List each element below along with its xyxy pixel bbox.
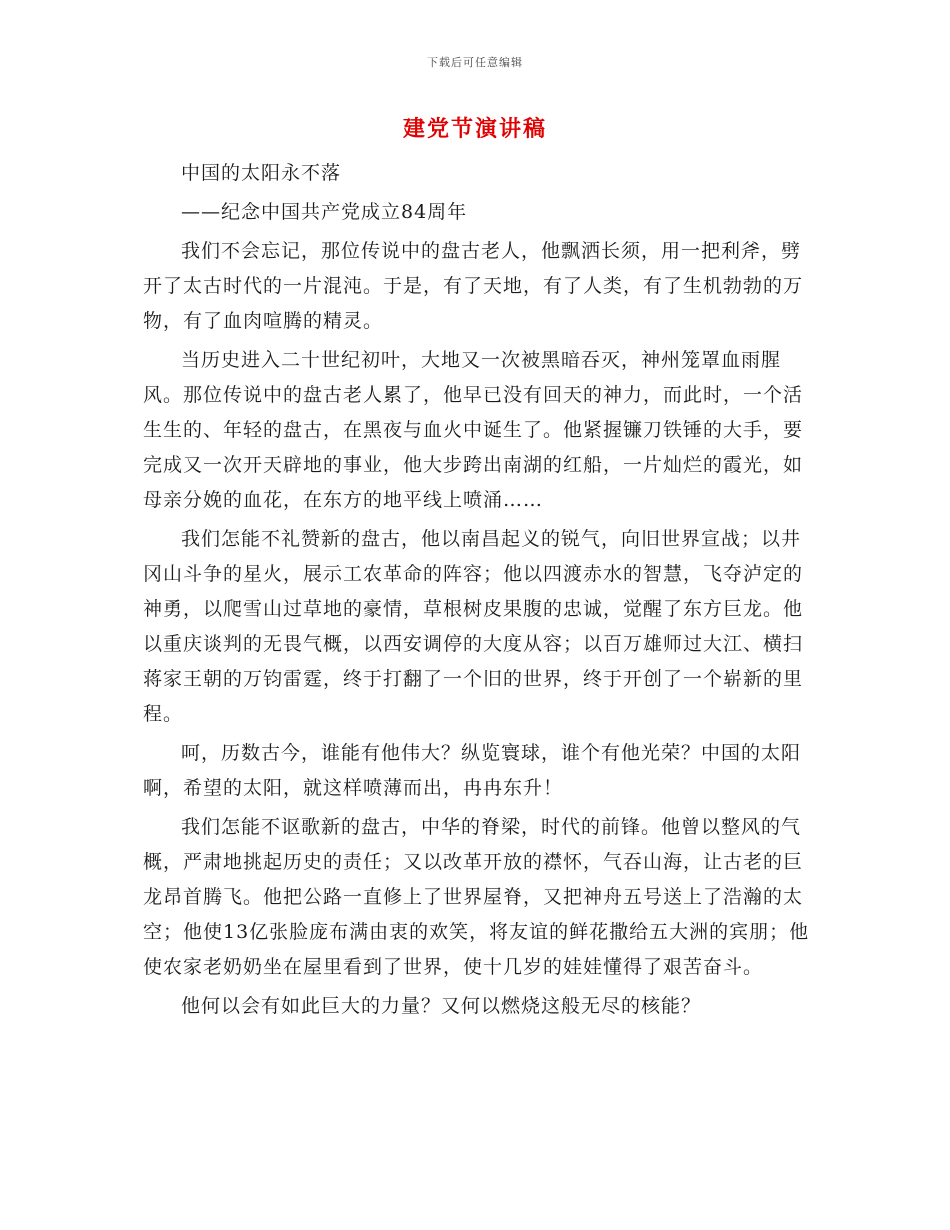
speech-subheading: ——纪念中国共产党成立84周年 (181, 201, 468, 223)
paragraph-2: 当历史进入二十世纪初叶，大地又一次被黑暗吞灭，神州笼罩血雨腥风。那位传说中的盘古老人累了，他早已没有回天的神力，而此时，一个活生生的、年轻的盘古，在黑夜与血火中诞生了。他紧握镰刀铁锤的大手，要完成又一次开天辟地的事业，他大步跨出南湖的红船，一片灿烂的霞光，如母亲分娩的血花，在东方的地平线上喷涌…… (143, 349, 804, 511)
paragraph-1: 我们不会忘记，那位传说中的盘古老人，他飘洒长须，用一把利斧，劈开了太古时代的一片混沌。于是，有了天地，有了人类，有了生机勃勃的万物，有了血肉喧腾的精灵。 (143, 240, 804, 332)
document-title: 建党节演讲稿 (402, 116, 547, 142)
paragraph-5: 我们怎能不讴歌新的盘古，中华的脊梁，时代的前锋。他曾以整风的气概，严肃地挑起历史的责任；又以改革开放的襟怀，气吞山海，让古老的巨龙昂首腾飞。他把公路一直修上了世界屋脊，又把神舟五号送上了浩瀚的太空；他使13亿张脸庞布满由衷的欢笑，将友谊的鲜花撒给五大洲的宾朋；他使农家老奶奶坐在屋里看到了世界，使十几岁的娃娃懂得了艰苦奋斗。 (143, 816, 810, 978)
speech-heading: 中国的太阳永不落 (181, 162, 342, 184)
paragraph-4: 呵，历数古今，谁能有他伟大？纵览寰球，谁个有他光荣？中国的太阳啊，希望的太阳，就这样喷薄而出，冉冉东升！ (143, 742, 802, 799)
paragraph-6: 他何以会有如此巨大的力量？又何以燃烧这般无尽的核能？ (181, 995, 702, 1017)
document-body (143, 156, 813, 1028)
paragraph-3: 我们怎能不礼赞新的盘古，他以南昌起义的锐气，向旧世界宣战；以井冈山斗争的星火，展示工农革命的阵容；他以四渡赤水的智慧，飞夺泸定的神勇，以爬雪山过草地的豪情，草根树皮果腹的忠诚，觉醒了东方巨龙。他以重庆谈判的无畏气概，以西安调停的大度从容；以百万雄师过大江、横扫蒋家王朝的万钧雷霆，终于打翻了一个旧的世界，终于开创了一个崭新的里程。 (143, 528, 804, 725)
header-note: 下载后可任意编辑 (427, 56, 523, 69)
